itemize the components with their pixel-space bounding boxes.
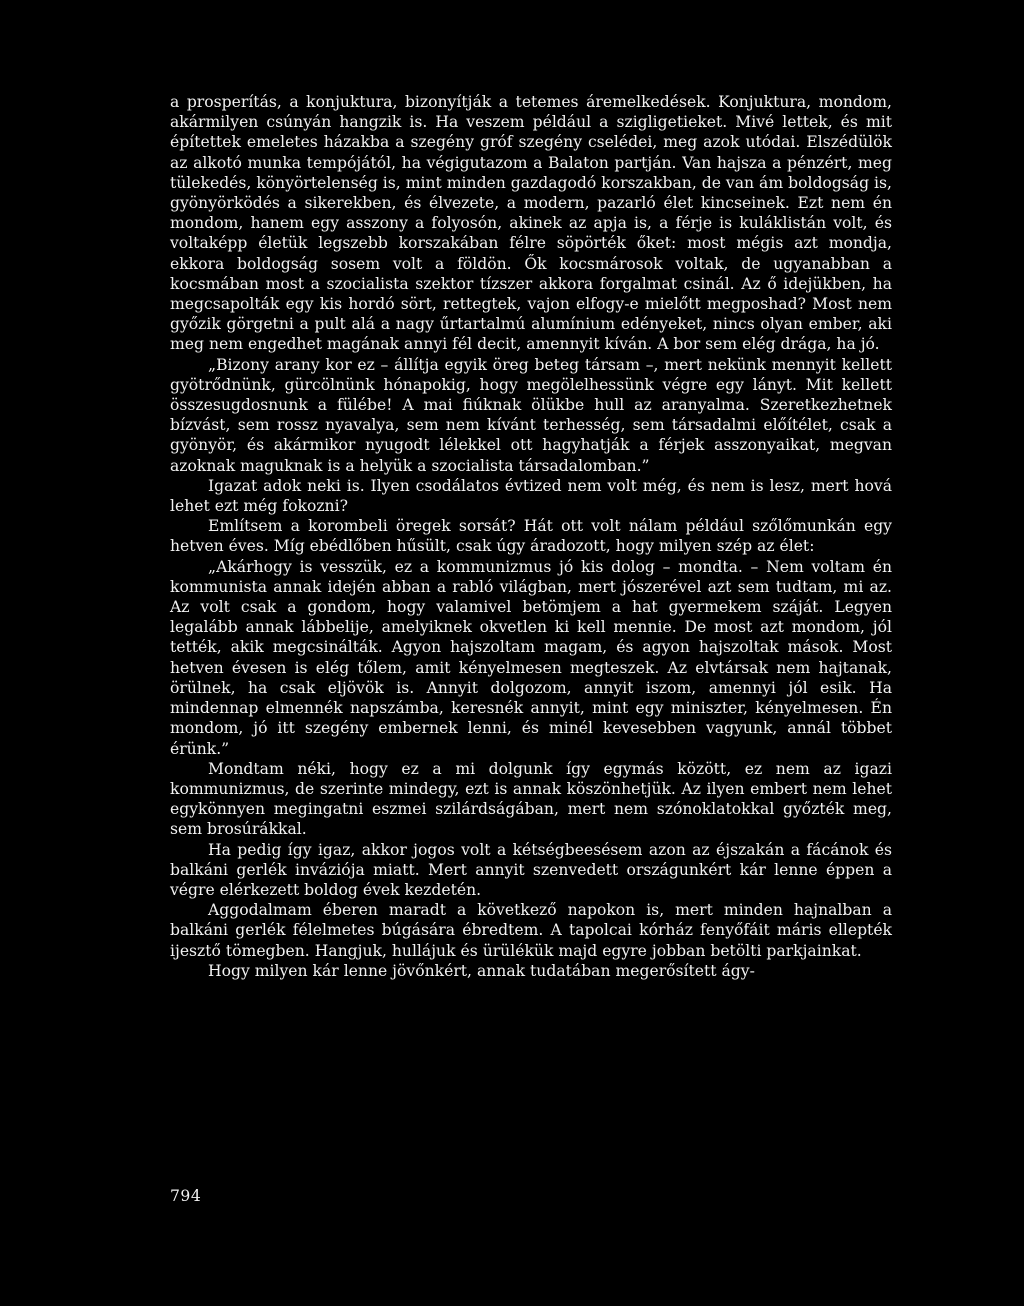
paragraph-7: Ha pedig így igaz, akkor jogos volt a kétségbeesésem azon az éjszakán a fácánok és balkáni gerlék inváziója miatt. Mert annyit szenvedett országunkért kár lenne éppen a végre elérkezett boldog évek kezdetén. <box>170 840 892 899</box>
body-text <box>170 92 892 981</box>
paragraph-8: Aggodalmam éberen maradt a következő napokon is, mert minden hajnalban a balkáni gerlék félelmetes búgására ébredtem. A tapolcai kórház fenyőfáit máris ellepték ijesztő tömegben. Hangjuk, hullájuk és ürülékük majd egyre jobban betölti parkjainkat. <box>170 901 892 960</box>
paragraph-3: Igazat adok neki is. Ilyen csodálatos évtized nem volt még, és nem is lesz, mert hová lehet ezt még fokozni? <box>170 476 892 516</box>
paragraph-1: a prosperítás, a konjuktura, bizonyítják a tetemes áremelkedések. Konjuktura, mondom, akármilyen csúnyán hangzik is. Ha veszem például a szigligetieket. Mivé lettek, és mit építettek emeletes házakba a szegény gróf szegény cselédei, meg azok utódai. Elszédülök az alkotó munka tempójától, ha végigutazom a Balaton partján. Van hajsza a pénzért, meg tülekedés, könyörtelenség is, mint minden gazdagodó korszakban, de van ám boldogság is, gyönyörködés a sikerekben, és élvezete, a modern, pazarló élet kincseinek. Ezt nem én mondom, hanem egy asszony a folyosón, akinek az apja is, a férje is kuláklistán volt, és voltaképp életük legszebb korszakában félre söpörték őket: most mégis azt mondja, ekkora boldogság sosem volt a földön. Ők kocsmárosok voltak, de ugyanabban a kocsmában most a szocialista szektor tízszer akkora forgalmat csinál. Az ő idejükben, ha megcsapolták egy kis hordó sört, rettegtek, vajon elfogy-e mielőtt megposhad? Most nem győzik görgetni a pult alá a nagy űrtartalmú alumínium edényeket, nincs olyan ember, aki meg nem engedhet magának annyi fél decit, amennyit kíván. A bor sem elég drága, ha jó. <box>170 93 892 354</box>
paragraph-2: „Bizony arany kor ez – állítja egyik öreg beteg társam –, mert nekünk mennyit kellett gyötrődnünk, gürcölnünk hónapokig, hogy megölelhessünk végre egy lányt. Mit kellett összesugdosnunk a fülébe! A mai fiúknak ölükbe hull az aranyalma. Szeretkezhetnek bízvást, sem rossz nyavalya, sem nem kívánt terhesség, sem társadalmi előítélet, csak a gyönyör, és akármikor nyugodt lélekkel ott hagyhatják a férjek asszonyaikat, megvan azoknak maguknak is a helyük a szocialista társadalomban.” <box>170 355 892 475</box>
paragraph-6: Mondtam néki, hogy ez a mi dolgunk így egymás között, ez nem az igazi kommunizmus, de szerinte mindegy, ezt is annak köszönhetjük. Az ilyen embert nem lehet egykönnyen megingatni eszmei szilárdságában, mert nem szónoklatokkal győzték meg, sem brosúrákkal. <box>170 759 892 839</box>
page-number: 794 <box>170 1187 202 1205</box>
paragraph-5: „Akárhogy is vesszük, ez a kommunizmus jó kis dolog – mondta. – Nem voltam én kommunista annak idején abban a rabló világban, mert jószerével azt sem tudtam, mi az. Az volt csak a gondom, hogy valamivel betömjem a hat gyermekem száját. Legyen legalább annak lábbelije, amelyiknek okvetlen ki kell mennie. De most azt mondom, jól tették, akik megcsinálták. Agyon hajszoltam magam, és agyon hajszoltak mások. Most hetven évesen is elég tőlem, amit kényelmesen megteszek. Az elvtársak nem hajtanak, örülnek, ha csak eljövök is. Annyit dolgozom, annyit iszom, amennyi jól esik. Ha mindennap elmennék napszámba, keresnék annyit, mint egy miniszter, kényelmesen. Én mondom, jó itt szegény embernek lenni, és minél kevesebben vagyunk, annál többet érünk.” <box>170 557 892 758</box>
paragraph-9: Hogy milyen kár lenne jövőnkért, annak tudatában megerősített ágy- <box>208 961 755 980</box>
paragraph-4: Említsem a korombeli öregek sorsát? Hát ott volt nálam például szőlőmunkán egy hetven éves. Míg ebédlőben hűsült, csak úgy áradozott, hogy milyen szép az élet: <box>170 517 892 556</box>
